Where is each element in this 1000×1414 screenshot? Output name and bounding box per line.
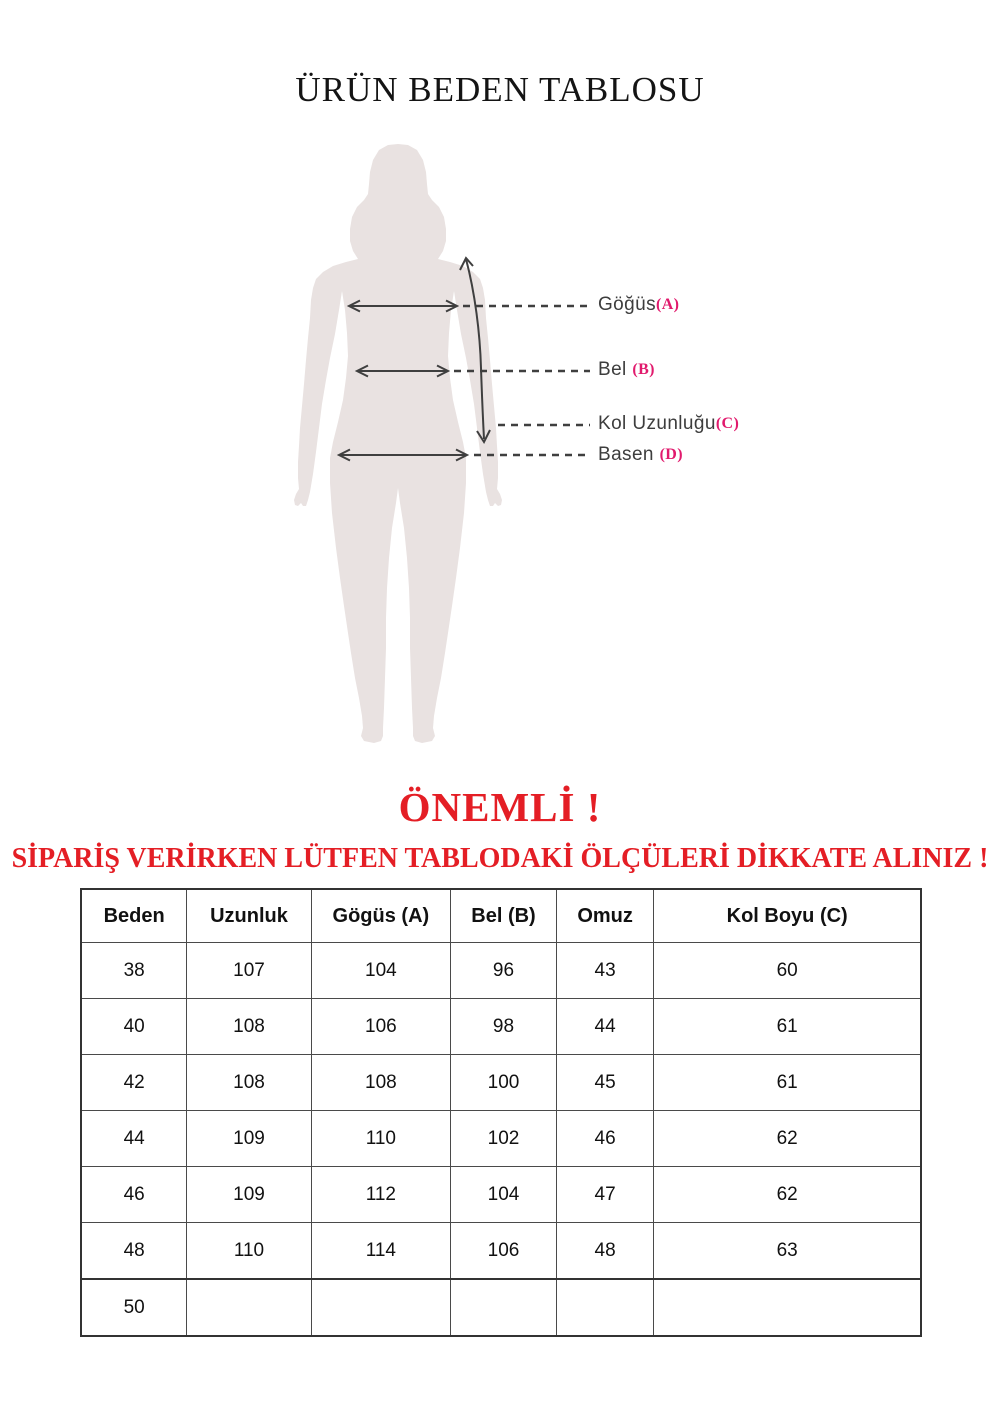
col-header-uzunluk: Uzunluk	[187, 889, 311, 943]
cell: 106	[451, 1223, 557, 1280]
cell: 43	[556, 943, 653, 999]
table-row	[81, 1279, 921, 1336]
cell: 109	[187, 1111, 311, 1167]
label-waist-text: Bel	[598, 359, 633, 380]
label-chest	[598, 294, 679, 316]
label-arm-length-letter: (C)	[715, 415, 740, 432]
cell: 42	[81, 1055, 187, 1111]
cell: 106	[311, 999, 450, 1055]
cell: 110	[311, 1111, 450, 1167]
table-row	[81, 1055, 921, 1111]
table-row	[81, 943, 921, 999]
col-header-omuz: Omuz	[556, 889, 653, 943]
cell: 108	[187, 1055, 311, 1111]
female-silhouette	[294, 144, 502, 743]
cell: 44	[556, 999, 653, 1055]
figure-svg	[270, 138, 600, 753]
order-warning-text: SİPARİŞ VERİRKEN LÜTFEN TABLODAKİ ÖLÇÜLERİ DİKKATE ALINIZ !	[11, 843, 989, 874]
cell: 102	[451, 1111, 557, 1167]
page-title: ÜRÜN BEDEN TABLOSU	[295, 70, 705, 109]
col-header-bel: Bel (B)	[451, 889, 557, 943]
cell: 45	[556, 1055, 653, 1111]
label-hip-letter: (D)	[659, 446, 683, 463]
label-hip	[598, 444, 683, 466]
cell: 62	[654, 1111, 921, 1167]
cell	[556, 1279, 653, 1336]
cell: 38	[81, 943, 187, 999]
cell: 98	[451, 999, 557, 1055]
cell: 47	[556, 1167, 653, 1223]
label-chest-letter: (A)	[655, 296, 680, 313]
cell	[654, 1279, 921, 1336]
table-row	[81, 1223, 921, 1280]
cell: 110	[187, 1223, 311, 1280]
col-header-kol-boyu: Kol Boyu (C)	[654, 889, 921, 943]
cell	[311, 1279, 450, 1336]
col-header-beden: Beden	[81, 889, 187, 943]
table-row	[81, 1111, 921, 1167]
cell: 112	[311, 1167, 450, 1223]
cell	[187, 1279, 311, 1336]
size-table	[80, 888, 922, 1337]
label-arm-length-text: Kol Uzunluğu	[598, 413, 716, 434]
label-arm-length	[598, 413, 739, 435]
cell: 46	[556, 1111, 653, 1167]
cell: 62	[654, 1167, 921, 1223]
cell: 96	[451, 943, 557, 999]
body-measurement-figure	[270, 138, 600, 753]
cell: 61	[654, 1055, 921, 1111]
label-waist	[598, 359, 655, 381]
table-row	[81, 999, 921, 1055]
label-hip-text: Basen	[598, 444, 660, 465]
cell: 46	[81, 1167, 187, 1223]
important-heading: ÖNEMLİ !	[398, 784, 602, 830]
cell	[451, 1279, 557, 1336]
table-row	[81, 1167, 921, 1223]
cell: 44	[81, 1111, 187, 1167]
cell: 108	[187, 999, 311, 1055]
cell: 104	[311, 943, 450, 999]
label-chest-text: Göğüs	[598, 294, 656, 315]
cell: 48	[81, 1223, 187, 1280]
cell: 107	[187, 943, 311, 999]
cell: 100	[451, 1055, 557, 1111]
size-table-header-row	[81, 889, 921, 943]
cell: 40	[81, 999, 187, 1055]
cell: 63	[654, 1223, 921, 1280]
cell: 114	[311, 1223, 450, 1280]
cell: 108	[311, 1055, 450, 1111]
cell: 61	[654, 999, 921, 1055]
col-header-gogus: Gögüs (A)	[311, 889, 450, 943]
cell: 50	[81, 1279, 187, 1336]
cell: 60	[654, 943, 921, 999]
cell: 48	[556, 1223, 653, 1280]
cell: 104	[451, 1167, 557, 1223]
label-waist-letter: (B)	[632, 361, 655, 378]
cell: 109	[187, 1167, 311, 1223]
